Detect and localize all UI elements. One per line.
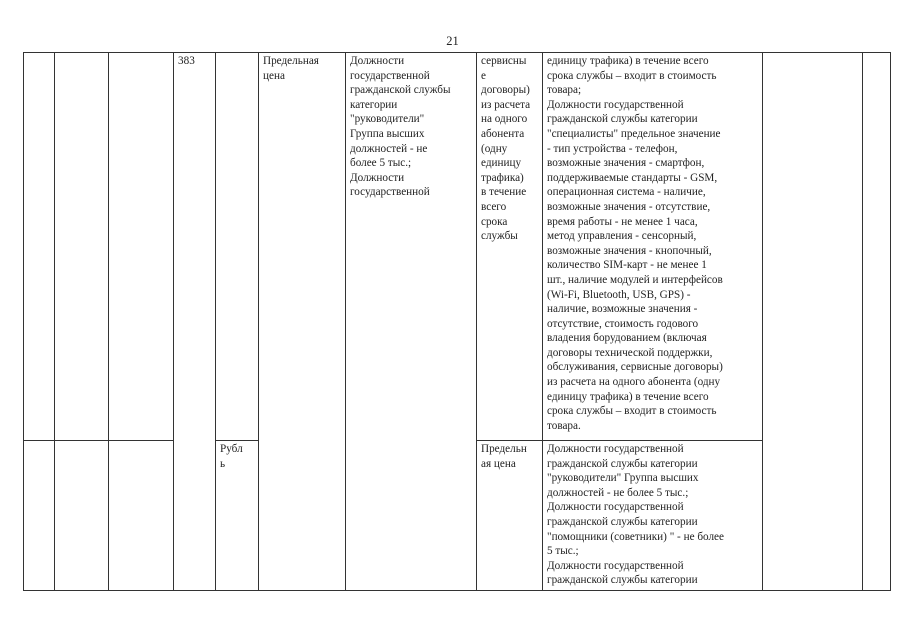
text-line: Предельная — [263, 55, 319, 67]
text-line: ь — [220, 457, 226, 470]
text-line: более 5 тыс.; — [350, 157, 412, 170]
code-text — [178, 54, 211, 69]
text-line: службы — [481, 230, 518, 243]
page-number: 21 — [446, 34, 459, 48]
text-line: сервисны — [481, 55, 527, 67]
text-line: абонента — [481, 127, 525, 140]
text-line: категории — [350, 98, 398, 111]
cell-col3 — [109, 441, 174, 591]
text-line: е — [481, 69, 486, 82]
text-line: "помощники (советники) " - не более — [547, 530, 724, 543]
text-line: договоры технической поддержки, — [547, 346, 713, 359]
unit-text — [220, 442, 254, 471]
text-line: Должности государственной — [547, 559, 684, 572]
characteristic-text — [481, 442, 538, 471]
text-line: должностей - не более 5 тыс.; — [547, 486, 689, 499]
value-continued-text — [547, 54, 758, 433]
text-line: отсутствие, стоимость годового — [547, 317, 699, 330]
text-line: трафика) — [481, 171, 524, 184]
text-line: всего — [481, 200, 507, 213]
text-line: гражданской службы категории — [547, 574, 698, 587]
text-line: метод управления - сенсорный, — [547, 230, 697, 243]
text-line: количество SIM-карт - не менее 1 — [547, 259, 707, 272]
text-line: время работы - не менее 1 часа, — [547, 215, 698, 228]
approved-value-text — [350, 54, 472, 200]
text-line: срока службы – входит в стоимость — [547, 69, 717, 82]
text-line: гражданской службы категории — [547, 515, 698, 528]
cell-justification — [763, 53, 863, 591]
text-line: шт., наличие модулей и интерфейсов — [547, 273, 723, 286]
cell-col1 — [24, 53, 55, 441]
text-line: возможные значения - отсутствие, — [547, 200, 711, 213]
text-line: из расчета на одного абонента (одну — [547, 376, 721, 389]
text-line: гражданской службы категории — [547, 113, 698, 126]
cell-col1 — [24, 441, 55, 591]
cell-col2 — [55, 441, 109, 591]
text-line: поддерживаемые стандарты - GSM, — [547, 171, 718, 184]
text-line: Предельн — [481, 443, 527, 455]
cell-characteristic-continued — [477, 53, 543, 441]
text-line: единицу трафика) в течение всего — [547, 390, 709, 403]
text-line: - тип устройства - телефон, — [547, 142, 678, 155]
text-line: "руководители" — [350, 113, 425, 126]
text-line: Рубл — [220, 443, 243, 455]
value-text — [547, 442, 758, 588]
text-line: операционная система - наличие, — [547, 186, 706, 199]
text-line: гражданской службы — [350, 84, 451, 97]
text-line: Группа высших — [350, 127, 425, 140]
text-line: 383 — [178, 55, 195, 67]
cell-unit-blank — [216, 53, 259, 441]
text-line: из расчета — [481, 98, 531, 111]
requirements-table — [23, 52, 891, 591]
text-line: договоры) — [481, 84, 530, 97]
cell-col3 — [109, 53, 174, 441]
text-line: возможные значения - кнопочный, — [547, 244, 712, 257]
text-line: срока службы – входит в стоимость — [547, 405, 717, 418]
text-line: "специалисты" предельное значение — [547, 127, 721, 140]
characteristic-continued-text — [481, 54, 538, 244]
text-line: в течение — [481, 186, 527, 199]
text-line: товара. — [547, 419, 581, 432]
text-line: государственной — [350, 69, 430, 82]
text-line: государственной — [350, 186, 430, 199]
text-line: Должности государственной — [547, 501, 684, 514]
text-line: должностей - не — [350, 142, 428, 155]
characteristic-name-text — [263, 54, 341, 83]
text-line: Должности государственной — [547, 443, 684, 455]
text-line: владения борудованием (включая — [547, 332, 707, 345]
text-line: Должности — [350, 55, 405, 67]
text-line: (Wi-Fi, Bluetooth, USB, GPS) - — [547, 288, 691, 301]
text-line: товара; — [547, 84, 582, 97]
cell-characteristic-name — [259, 53, 346, 591]
text-line: возможные значения - смартфон, — [547, 157, 705, 170]
text-line: цена — [263, 69, 285, 82]
cell-function — [863, 53, 891, 591]
text-line: Должности государственной — [547, 98, 684, 111]
text-line: (одну — [481, 142, 508, 155]
text-line: наличие, возможные значения - — [547, 303, 698, 316]
cell-value — [543, 441, 763, 591]
text-line: на одного — [481, 113, 528, 126]
cell-col2 — [55, 53, 109, 441]
text-line: срока — [481, 215, 508, 228]
cell-unit — [216, 441, 259, 591]
text-line: Должности — [350, 171, 405, 184]
cell-value-continued — [543, 53, 763, 441]
table-row-continuation — [24, 53, 891, 441]
text-line: единицу — [481, 157, 522, 170]
cell-approved-value — [346, 53, 477, 591]
text-line: обслуживания, сервисные договоры) — [547, 361, 723, 374]
text-line: единицу трафика) в течение всего — [547, 55, 709, 67]
text-line: гражданской службы категории — [547, 457, 698, 470]
text-line: "руководители" Группа высших — [547, 472, 699, 485]
cell-characteristic — [477, 441, 543, 591]
text-line: 5 тыс.; — [547, 545, 579, 558]
text-line: ая цена — [481, 457, 516, 470]
cell-code — [174, 53, 216, 591]
